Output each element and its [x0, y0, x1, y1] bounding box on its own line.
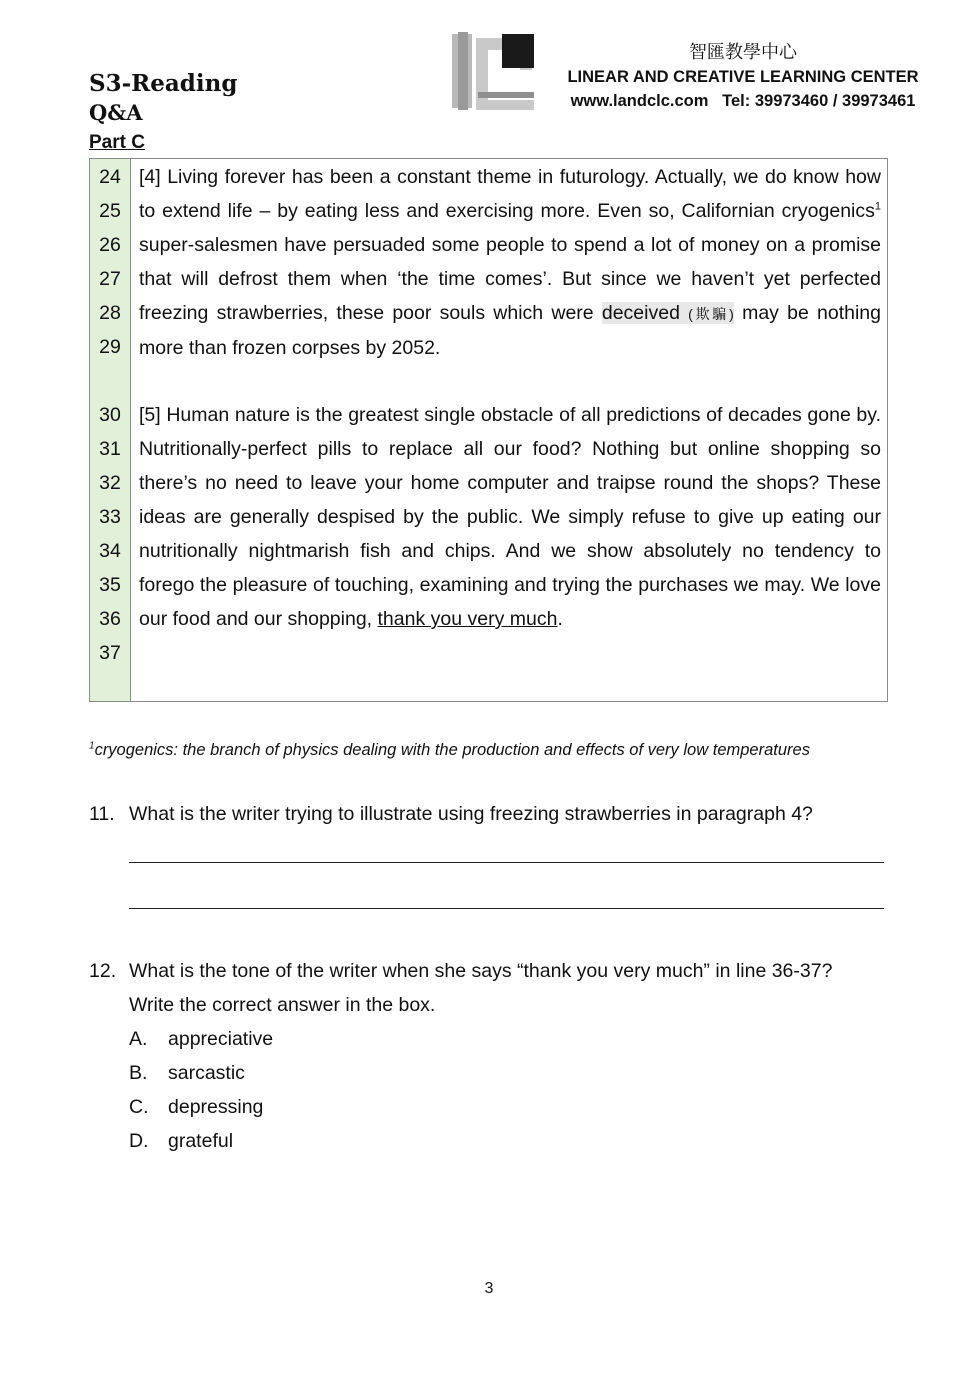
question-11-number: 11. [89, 803, 115, 825]
para5-line-numbers [90, 398, 130, 670]
option-b-text: sarcastic [168, 1062, 245, 1084]
page-number: 3 [484, 1280, 494, 1297]
line-number: 24 [99, 166, 121, 188]
option-d-text: grateful [168, 1130, 234, 1152]
underlined-phrase: thank you very much [377, 608, 558, 630]
line-number: 28 [99, 302, 121, 324]
option-b-letter: B. [129, 1062, 148, 1084]
center-contact: www.landclc.com Tel: 39973460 / 39973461 [570, 92, 916, 110]
line-number: 25 [99, 200, 121, 222]
line-number: 36 [99, 608, 121, 630]
line-number: 34 [99, 540, 121, 562]
option-a-letter: A. [129, 1028, 148, 1050]
option-c-letter: C. [129, 1096, 149, 1118]
reading-passage-table [89, 158, 888, 702]
question-11-text: What is the writer trying to illustrate using freezing strawberries in paragraph 4? [129, 803, 813, 825]
line-number: 37 [99, 642, 121, 664]
highlighted-word: deceived (欺騙) [601, 302, 734, 324]
para4-line-numbers [90, 160, 130, 364]
line-number: 27 [99, 268, 121, 290]
paragraph-5: [5] Human nature is the greatest single obstacle of all predictions of decades gone by. Nutritionally-perfect pills to replace all our food? Nothing but online shopping so there’s no need to leave your home computer and traipse round the shops? These ideas are generally despised by the public. We simply refuse to give up eating our nutritionally nightmarish fish and chips. And we show absolutely no tendency to forego the pleasure of touching, examining and trying the purchases we may. We love our food and our shopping, thank you very much. [139, 404, 881, 630]
part-heading: Part C [89, 132, 145, 153]
question-12-text: What is the tone of the writer when she says “thank you very much” in line 36-37? [129, 960, 833, 982]
option-c-text: depressing [168, 1096, 264, 1118]
worksheet-title: S3-Reading [89, 70, 238, 97]
option-d-letter: D. [129, 1130, 149, 1152]
line-number: 35 [99, 574, 121, 596]
center-english-name: LINEAR AND CREATIVE LEARNING CENTER [567, 67, 919, 86]
paragraph-4: [4] Living forever has been a constant theme in futurology. Actually, we do know how to extend life – by eating less and exercising more. Even so, Californian cryogenics$^1$ super-salesmen have persuaded some people to spend a lot of money on a promise that will defrost them when ‘the time comes’. But since we haven’t yet perfected freezing strawberries, these poor souls which were deceived (欺騙) may be nothing more than frozen corpses by 2052. [139, 166, 882, 359]
line-number: 29 [99, 336, 121, 358]
learning-center-info [552, 40, 934, 114]
line-number: 31 [99, 438, 121, 460]
line-number: 33 [99, 506, 121, 528]
question-12-instruction: Write the correct answer in the box. [129, 994, 436, 1016]
answer-line-2[interactable] [129, 908, 884, 909]
line-number: 30 [99, 404, 121, 426]
option-a-text: appreciative [168, 1028, 274, 1050]
question-12-number: 12. [89, 960, 117, 982]
footnote: $^1$cryogenics: the branch of physics dealing with the production and effects of very low temperatures [89, 740, 810, 759]
worksheet-subtitle: Q&A [89, 100, 143, 125]
answer-line-1[interactable] [129, 862, 884, 863]
line-number: 26 [99, 234, 121, 256]
learning-center-logo [450, 30, 536, 112]
line-number: 32 [99, 472, 121, 494]
center-chinese-name: 智匯教學中心 [689, 42, 797, 62]
